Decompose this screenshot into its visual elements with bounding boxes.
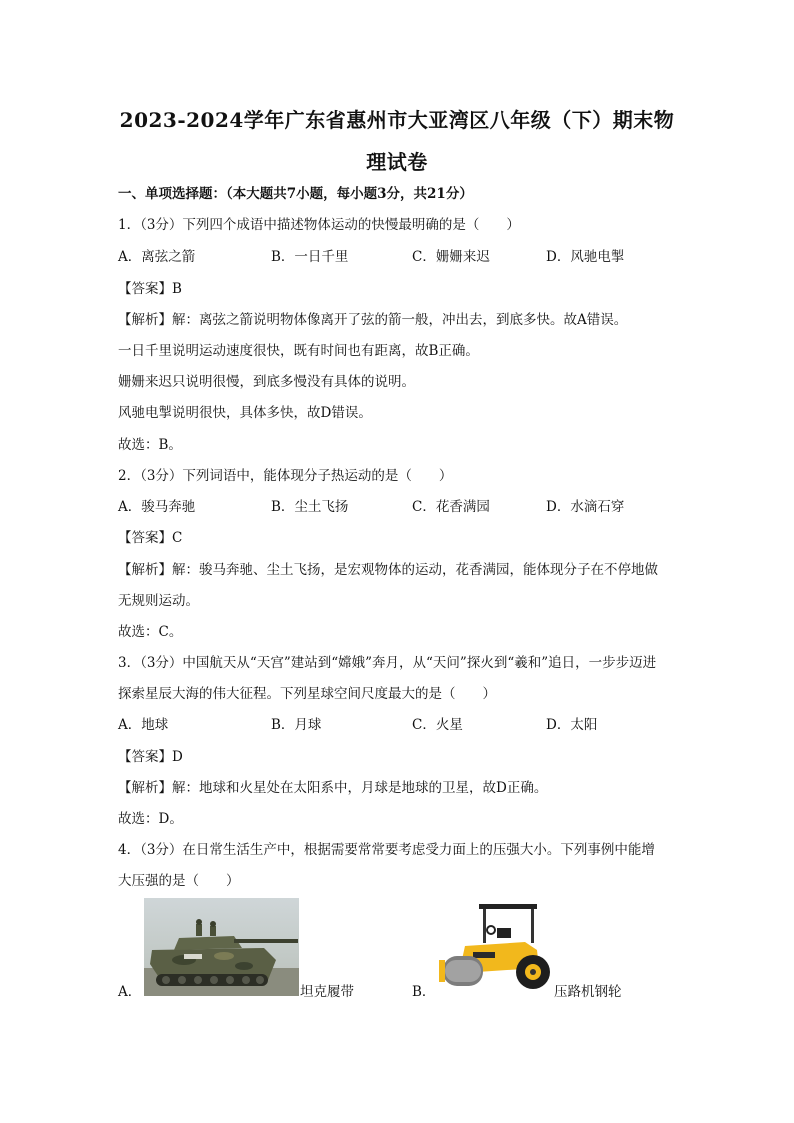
q4-option-b-letter: B． bbox=[412, 984, 436, 1000]
q2-option-a: A．骏马奔驰 bbox=[118, 499, 196, 515]
q3-option-c: C．火星 bbox=[412, 717, 463, 733]
q4-option-b-label: 压路机钢轮 bbox=[554, 984, 622, 1000]
q2-analysis-line: 无规则运动。 bbox=[118, 593, 199, 609]
q2-analysis-line: 【解析】解：骏马奔驰、尘土飞扬，是宏观物体的运动，花香满园，能体现分子在不停地做 bbox=[118, 562, 658, 578]
q1-analysis-line: 风驰电掣说明很快，具体多快，故D错误。 bbox=[118, 405, 372, 421]
q2-option-b: B．尘土飞扬 bbox=[271, 499, 349, 515]
q1-analysis-line: 一日千里说明运动速度很快，既有时间也有距离，故B正确。 bbox=[118, 343, 479, 359]
q3-option-a: A．地球 bbox=[118, 717, 169, 733]
q1-option-b: B．一日千里 bbox=[271, 249, 349, 265]
exam-title-line1: 2023-2024学年广东省惠州市大亚湾区八年级（下）期末物 bbox=[119, 108, 675, 132]
q1-analysis-line: 【解析】解：离弦之箭说明物体像离开了弦的箭一般，冲出去，到底多快。故A错误。 bbox=[118, 312, 628, 328]
q4-stem-line: 大压强的是（ ） bbox=[118, 873, 240, 889]
exam-title-line2: 理试卷 bbox=[366, 150, 428, 174]
road-roller-image bbox=[437, 898, 552, 996]
q4-stem-line: 4．（3分）在日常生活生产中，根据需要常常要考虑受力面上的压强大小。下列事例中能增 bbox=[118, 842, 655, 858]
q3-analysis-line: 【解析】解：地球和火星处在太阳系中，月球是地球的卫星，故D正确。 bbox=[118, 780, 548, 796]
q1-conclusion: 故选：B。 bbox=[118, 437, 182, 453]
q2-stem: 2．（3分）下列词语中，能体现分子热运动的是（ ） bbox=[118, 468, 453, 484]
q2-conclusion: 故选：C。 bbox=[118, 624, 183, 640]
q2-option-c: C．花香满园 bbox=[412, 499, 490, 515]
q2-option-d: D．水滴石穿 bbox=[546, 499, 625, 515]
q1-analysis-line: 姗姗来迟只说明很慢，到底多慢没有具体的说明。 bbox=[118, 374, 415, 390]
q1-option-d: D．风驰电掣 bbox=[546, 249, 625, 265]
q3-answer: 【答案】D bbox=[118, 749, 183, 765]
q1-option-c: C．姗姗来迟 bbox=[412, 249, 490, 265]
q3-stem-line: 3．（3分）中国航天从“天宫”建站到“嫦娥”奔月，从“天问”探火到“羲和”追日，一步步迈进 bbox=[118, 655, 657, 671]
q2-answer: 【答案】C bbox=[118, 530, 183, 546]
q4-option-a-label: 坦克履带 bbox=[300, 984, 354, 1000]
q1-option-a: A．离弦之箭 bbox=[118, 249, 196, 265]
q4-option-a-letter: A． bbox=[118, 984, 142, 1000]
q3-stem-line: 探索星辰大海的伟大征程。下列星球空间尺度最大的是（ ） bbox=[118, 686, 496, 702]
q3-conclusion: 故选：D。 bbox=[118, 811, 183, 827]
tank-image bbox=[144, 898, 299, 996]
q3-option-b: B．月球 bbox=[271, 717, 322, 733]
q3-option-d: D．太阳 bbox=[546, 717, 598, 733]
q1-stem: 1．（3分）下列四个成语中描述物体运动的快慢最明确的是（ ） bbox=[118, 217, 520, 233]
q1-answer: 【答案】B bbox=[118, 281, 182, 297]
section-heading: 一、单项选择题：（本大题共7小题，每小题3分，共21分） bbox=[118, 186, 473, 202]
